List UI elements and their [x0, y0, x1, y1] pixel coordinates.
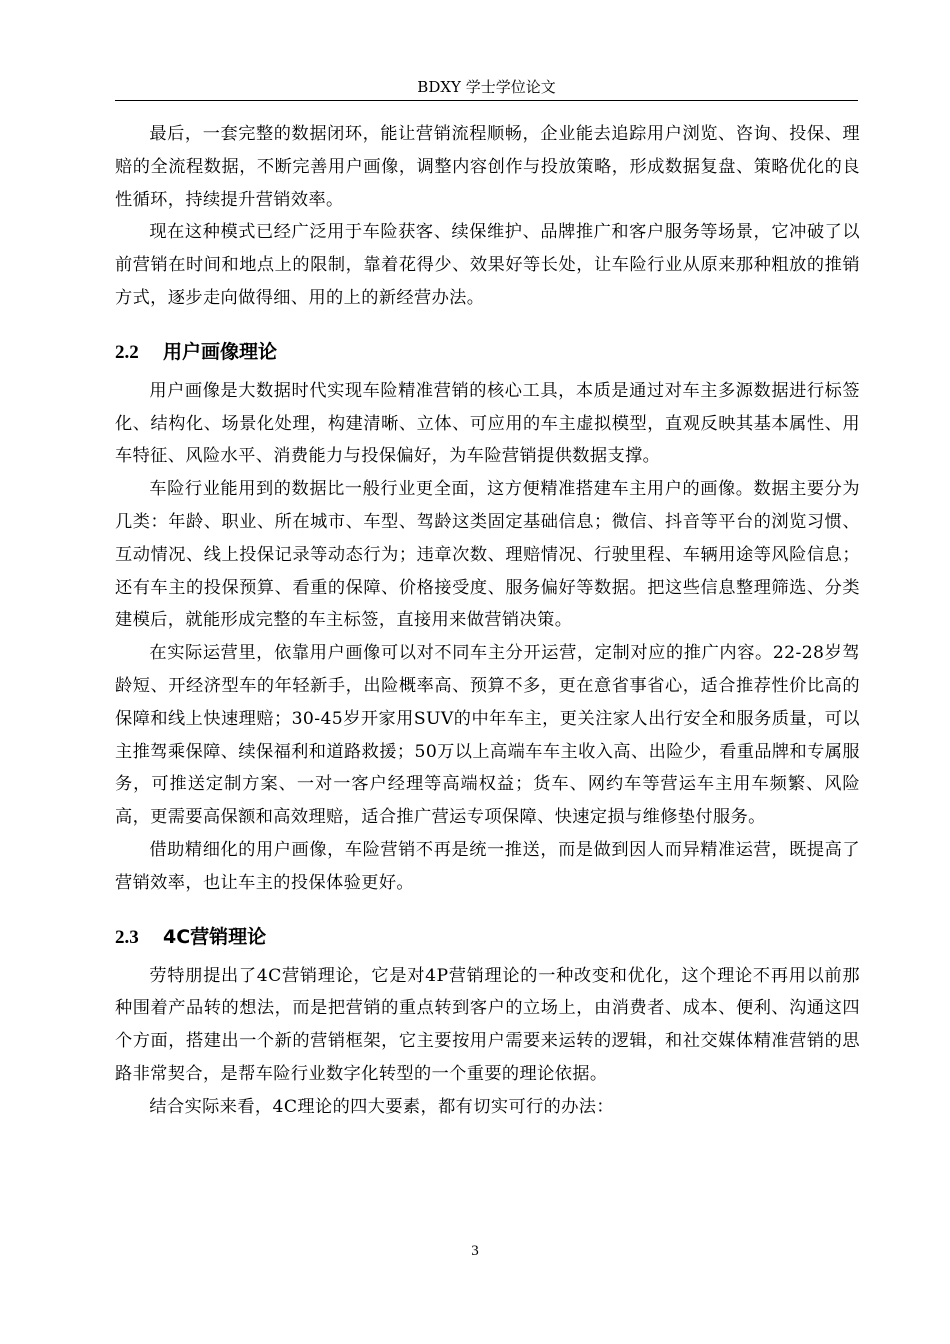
body-paragraph: 用户画像是大数据时代实现车险精准营销的核心工具，本质是通过对车主多源数据进行标签化、结构化、场景化处理，构建清晰、立体、可应用的车主虚拟模型，直观反映其基本属性、用车特征、风险水平、消费能力与投保偏好，为车险营销提供数据支撑。 — [115, 380, 860, 467]
header-title: BDXY 学士学位论文 — [417, 78, 556, 96]
page-number: 3 — [471, 1243, 479, 1259]
body-paragraph: 借助精细化的用户画像，车险营销不再是统一推送，而是做到因人而异精准运营，既提高了营销效率，也让车主的投保体验更好。 — [115, 839, 860, 893]
section-number: 2.2 — [115, 341, 139, 363]
body-paragraph: 结合实际来看，4C理论的四大要素，都有切实可行的办法： — [149, 1096, 614, 1117]
section-title: 4C营销理论 — [163, 925, 267, 948]
body-paragraph: 车险行业能用到的数据比一般行业更全面，这方便精准搭建车主用户的画像。数据主要分为几类：年龄、职业、所在城市、车型、驾龄这类固定基础信息；微信、抖音等平台的浏览习惯、互动情况、线上投保记录等动态行为；违章次数、理赔情况、行驶里程、车辆用途等风险信息；还有车主的投保预算、看重的保障、价格接受度、服务偏好等数据。把这些信息整理筛选、分类建模后，就能形成完整的车主标签，直接用来做营销决策。 — [115, 479, 860, 631]
page-header — [115, 76, 858, 101]
body-paragraph: 在实际运营里，依靠用户画像可以对不同车主分开运营，定制对应的推广内容。22-28岁驾龄短、开经济型车的年轻新手，出险概率高、预算不多，更在意省事省心，适合推荐性价比高的保障和线上快速理赔；30-45岁开家用SUV的中年车主，更关注家人出行安全和服务质量，可以主推驾乘保障、续保福利和道路救援；50万以上高端车车主收入高、出险少，看重品牌和专属服务，可推送定制方案、一对一客户经理等高端权益；货车、网约车等营运车主用车频繁、风险高，更需要高保额和高效理赔，适合推广营运专项保障、快速定损与维修垫付服务。 — [115, 643, 860, 828]
section-heading-2-2 — [115, 335, 860, 370]
page-body — [115, 118, 860, 1124]
section-heading-2-3 — [115, 920, 860, 955]
body-paragraph: 最后，一套完整的数据闭环，能让营销流程顺畅，企业能去追踪用户浏览、咨询、投保、理赔的全流程数据，不断完善用户画像，调整内容创作与投放策略，形成数据复盘、策略优化的良性循环，持续提升营销效率。 — [115, 124, 860, 210]
body-paragraph: 现在这种模式已经广泛用于车险获客、续保维护、品牌推广和客户服务等场景，它冲破了以前营销在时间和地点上的限制，靠着花得少、效果好等长处，让车险行业从原来那种粗放的推销方式，逐步走向做得细、用的上的新经营办法。 — [115, 222, 860, 308]
section-title: 用户画像理论 — [163, 340, 278, 363]
section-number: 2.3 — [115, 926, 139, 948]
body-paragraph: 劳特朋提出了4C营销理论，它是对4P营销理论的一种改变和优化，这个理论不再用以前那种围着产品转的想法，而是把营销的重点转到客户的立场上，由消费者、成本、便利、沟通这四个方面，搭建出一个新的营销框架，它主要按用户需要来运转的逻辑，和社交媒体精准营销的思路非常契合，是帮车险行业数字化转型的一个重要的理论依据。 — [115, 965, 860, 1084]
